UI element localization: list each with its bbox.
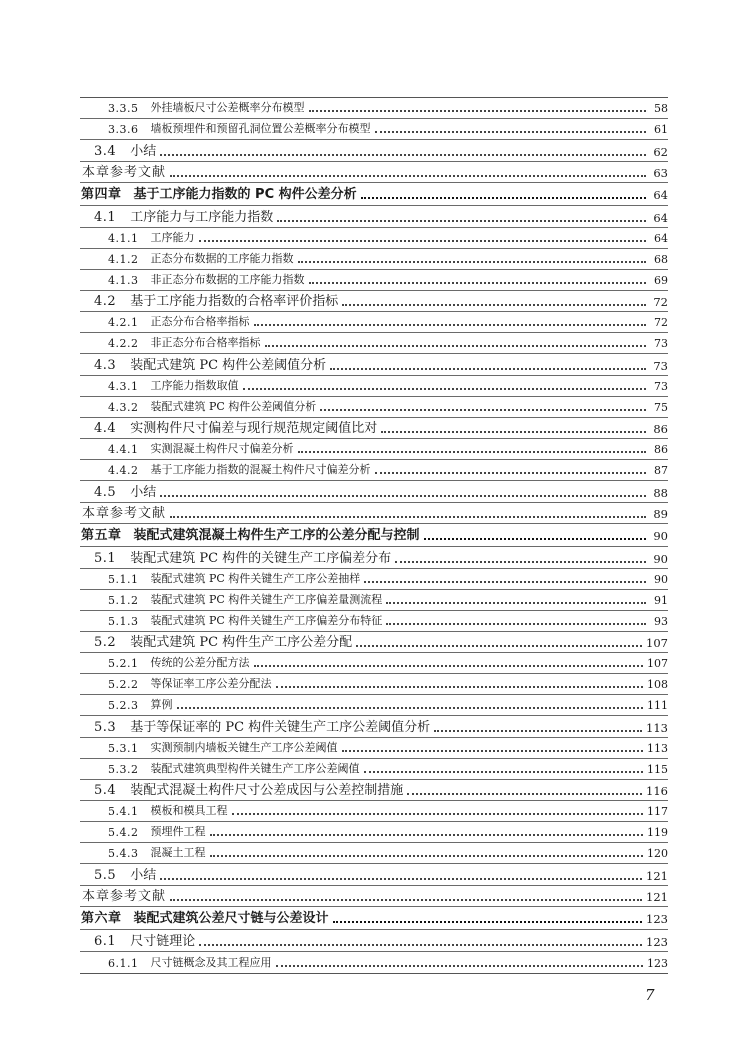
section-entry[interactable] (80, 291, 668, 313)
dot-leader (330, 368, 646, 370)
entry-page-number: 115 (647, 762, 668, 776)
entry-page-number: 107 (647, 657, 668, 670)
chapter-entry[interactable] (80, 183, 668, 206)
subsection-entry[interactable] (80, 98, 668, 119)
subsection-entry[interactable] (80, 952, 668, 973)
entry-title: 实测构件尺寸偏差与现行规范规定阈值比对 (130, 421, 378, 436)
entry-page-number: 121 (646, 890, 668, 904)
section-entry[interactable] (80, 481, 668, 503)
entry-page-number: 91 (654, 593, 668, 607)
entry-page-number: 117 (647, 805, 668, 818)
entry-number: 5.1.1 (108, 572, 139, 586)
subsection-entry[interactable] (80, 822, 668, 843)
entry-number: 3.3.5 (108, 102, 139, 115)
entry-title: 装配式建筑典型构件关键生产工序公差阈值 (150, 761, 360, 775)
entry-number: 4.1.1 (108, 231, 139, 245)
entry-number: 6.1.1 (108, 956, 139, 970)
entry-page-number: 62 (653, 144, 668, 159)
references-entry[interactable] (80, 162, 668, 184)
entry-page-number: 123 (646, 934, 668, 949)
dot-leader (364, 581, 646, 583)
entry-number: 5.2.1 (108, 657, 139, 670)
entry-page-number: 90 (653, 551, 668, 566)
section-entry[interactable] (80, 206, 668, 228)
entry-page-number: 72 (653, 295, 668, 309)
entry-title: 工序能力指数取值 (150, 378, 239, 392)
entry-number: 4.3.1 (108, 379, 139, 393)
subsection-entry[interactable] (80, 119, 668, 140)
dot-leader (395, 561, 646, 563)
chapter-entry[interactable] (80, 907, 668, 930)
table-of-contents (80, 97, 668, 974)
dot-leader (199, 240, 647, 242)
dot-leader (170, 899, 642, 901)
entry-page-number: 87 (654, 464, 668, 477)
entry-number: 5.3 (94, 719, 117, 735)
subsection-entry[interactable] (80, 460, 668, 481)
dot-leader (199, 944, 642, 946)
dot-leader (309, 110, 647, 112)
subsection-entry[interactable] (80, 312, 668, 333)
dot-leader (386, 623, 646, 625)
entry-page-number: 113 (647, 741, 668, 755)
entry-page-number: 108 (647, 678, 668, 691)
page-number: 7 (645, 986, 655, 1004)
entry-title: 尺寸链理论 (130, 933, 196, 949)
subsection-entry[interactable] (80, 695, 668, 716)
entry-number: 5.4.3 (108, 847, 139, 860)
entry-page-number: 93 (654, 614, 668, 628)
entry-title: 外挂墙板尺寸公差概率分布模型 (150, 101, 305, 114)
entry-number: 4.2.2 (108, 337, 139, 350)
entry-page-number: 89 (653, 507, 668, 521)
entry-title: 小结 (130, 484, 157, 500)
entry-page-number: 86 (654, 443, 668, 456)
entry-page-number: 73 (654, 337, 668, 350)
entry-title: 装配式建筑 PC 构件公差阈值分析 (130, 357, 327, 373)
entry-title: 正态分布数据的工序能力指数 (150, 251, 294, 265)
entry-page-number: 111 (647, 699, 668, 712)
entry-number: 第六章 (81, 911, 122, 926)
dot-leader (375, 131, 647, 133)
entry-title: 传统的公差分配方法 (150, 656, 250, 669)
subsection-entry[interactable] (80, 843, 668, 864)
section-entry[interactable] (80, 632, 668, 654)
entry-number: 4.3.2 (108, 400, 139, 414)
dot-leader (298, 451, 647, 453)
entry-title: 本章参考文献 (82, 889, 167, 904)
references-entry[interactable] (80, 886, 668, 908)
entry-title: 实测混凝土构件尺寸偏差分析 (150, 442, 294, 455)
entry-page-number: 64 (653, 210, 668, 225)
dot-leader (361, 197, 646, 199)
entry-page-number: 120 (647, 847, 668, 860)
entry-number: 第四章 (81, 187, 122, 202)
entry-title: 装配式建筑 PC 构件生产工序公差分配 (130, 635, 353, 650)
entry-number: 5.2.2 (108, 678, 139, 691)
entry-number: 4.1.2 (108, 252, 139, 266)
entry-page-number: 88 (653, 485, 668, 500)
entry-page-number: 64 (653, 188, 668, 202)
entry-title: 小结 (130, 143, 157, 159)
entry-number: 5.4.2 (108, 826, 139, 839)
entry-number: 3.4 (94, 143, 117, 159)
references-entry[interactable] (80, 503, 668, 525)
entry-title: 墙板预埋件和预留孔洞位置公差概率分布模型 (150, 122, 371, 135)
section-entry[interactable] (80, 864, 668, 886)
entry-title: 基于工序能力指数的合格率评价指标 (130, 294, 339, 309)
subsection-entry[interactable] (80, 801, 668, 822)
dot-leader (232, 813, 644, 815)
dot-leader (386, 602, 646, 604)
entry-title: 正态分布合格率指标 (150, 315, 250, 328)
entry-number: 4.4.1 (108, 443, 139, 456)
dot-leader (210, 855, 644, 857)
entry-title: 本章参考文献 (82, 506, 167, 521)
dot-leader (170, 516, 646, 518)
dot-leader (160, 495, 646, 497)
entry-page-number: 107 (646, 636, 668, 650)
section-entry[interactable] (80, 418, 668, 440)
entry-page-number: 63 (653, 166, 668, 180)
entry-title: 装配式混凝土构件尺寸公差成因与公差控制措施 (130, 783, 404, 798)
subsection-entry[interactable] (80, 228, 668, 249)
subsection-entry[interactable] (80, 759, 668, 780)
entry-number: 5.4 (94, 783, 117, 798)
subsection-entry[interactable] (80, 270, 668, 291)
entry-number: 5.3.2 (108, 762, 139, 776)
entry-page-number: 58 (654, 102, 668, 115)
entry-title: 基于工序能力指数的混凝土构件尺寸偏差分析 (150, 463, 371, 476)
section-entry[interactable] (80, 354, 668, 376)
entry-title: 装配式建筑 PC 构件关键生产工序偏差量测流程 (150, 592, 383, 606)
entry-number: 5.1.3 (108, 614, 139, 628)
dot-leader (381, 431, 646, 433)
subsection-entry[interactable] (80, 569, 668, 590)
entry-number: 5.5 (94, 867, 117, 883)
dot-leader (210, 834, 644, 836)
dot-leader (342, 750, 644, 752)
dot-leader (243, 388, 647, 390)
entry-number: 4.5 (94, 484, 117, 500)
entry-page-number: 86 (653, 422, 668, 436)
entry-page-number: 69 (654, 273, 668, 287)
entry-page-number: 123 (646, 912, 668, 926)
entry-page-number: 73 (654, 379, 668, 393)
entry-number: 3.3.6 (108, 123, 139, 136)
section-entry[interactable] (80, 140, 668, 162)
entry-title: 工序能力 (150, 230, 195, 244)
section-entry[interactable] (80, 780, 668, 802)
dot-leader (265, 345, 647, 347)
subsection-entry[interactable] (80, 397, 668, 418)
entry-title: 实测预制内墙板关键生产工序公差阈值 (150, 740, 338, 754)
entry-page-number: 64 (654, 231, 668, 245)
dot-leader (276, 686, 644, 688)
entry-title: 装配式建筑 PC 构件关键生产工序偏差分布特征 (150, 613, 383, 627)
entry-title: 基于等保证率的 PC 构件关键生产工序公差阈值分析 (130, 719, 431, 735)
entry-number: 4.4.2 (108, 464, 139, 477)
entry-number: 5.1 (94, 550, 117, 566)
subsection-entry[interactable] (80, 611, 668, 632)
dot-leader (177, 707, 644, 709)
subsection-entry[interactable] (80, 376, 668, 397)
dot-leader (276, 965, 644, 967)
dot-leader (356, 645, 642, 647)
entry-page-number: 73 (653, 358, 668, 373)
entry-title: 本章参考文献 (82, 165, 167, 180)
entry-number: 5.2.3 (108, 699, 139, 712)
dot-leader (277, 220, 646, 222)
entry-title: 装配式建筑 PC 构件公差阈值分析 (150, 399, 317, 413)
entry-page-number: 90 (653, 529, 668, 543)
entry-number: 4.4 (94, 421, 117, 436)
entry-number: 4.2.1 (108, 316, 139, 329)
entry-page-number: 72 (654, 316, 668, 329)
entry-page-number: 121 (646, 868, 668, 883)
entry-title: 非正态分布数据的工序能力指数 (150, 272, 305, 286)
entry-number: 5.1.2 (108, 593, 139, 607)
entry-title: 工序能力与工序能力指数 (130, 209, 274, 225)
subsection-entry[interactable] (80, 333, 668, 354)
entry-title: 预埋件工程 (150, 825, 206, 838)
dot-leader (160, 154, 646, 156)
entry-page-number: 113 (646, 720, 668, 735)
entry-title: 等保证率工序公差分配法 (150, 677, 272, 690)
entry-title: 装配式建筑 PC 构件关键生产工序公差抽样 (150, 571, 361, 585)
dot-leader (160, 878, 642, 880)
entry-title: 非正态分布合格率指标 (150, 336, 261, 349)
dot-leader (424, 538, 646, 540)
entry-number: 4.1.3 (108, 273, 139, 287)
chapter-entry[interactable] (80, 524, 668, 547)
dot-leader (364, 771, 644, 773)
entry-title: 混凝土工程 (150, 846, 206, 859)
dot-leader (333, 921, 643, 923)
entry-title: 装配式建筑混凝土构件生产工序的公差分配与控制 (133, 528, 420, 543)
dot-leader (170, 175, 646, 177)
entry-number: 第五章 (81, 528, 122, 543)
entry-number: 5.4.1 (108, 805, 139, 818)
entry-title: 装配式建筑 PC 构件的关键生产工序偏差分布 (130, 550, 392, 566)
dot-leader (407, 793, 642, 795)
entry-page-number: 75 (654, 400, 668, 414)
entry-page-number: 119 (647, 826, 668, 839)
dot-leader (254, 665, 644, 667)
section-entry[interactable] (80, 547, 668, 569)
entry-number: 5.2 (94, 635, 117, 650)
dot-leader (434, 730, 642, 732)
entry-page-number: 116 (646, 784, 668, 798)
subsection-entry[interactable] (80, 653, 668, 674)
entry-number: 6.1 (94, 933, 117, 949)
entry-title: 算例 (150, 698, 173, 711)
dot-leader (309, 282, 647, 284)
section-entry[interactable] (80, 716, 668, 738)
subsection-entry[interactable] (80, 590, 668, 611)
dot-leader (342, 304, 646, 306)
entry-page-number: 90 (654, 572, 668, 586)
entry-number: 4.2 (94, 294, 117, 309)
dot-leader (375, 472, 647, 474)
subsection-entry[interactable] (80, 674, 668, 695)
entry-title: 装配式建筑公差尺寸链与公差设计 (133, 911, 329, 926)
entry-number: 5.3.1 (108, 741, 139, 755)
subsection-entry[interactable] (80, 249, 668, 270)
entry-page-number: 68 (654, 252, 668, 266)
dot-leader (254, 324, 647, 326)
dot-leader (298, 261, 647, 263)
entry-title: 小结 (130, 867, 157, 883)
section-entry[interactable] (80, 930, 668, 952)
entry-page-number: 61 (654, 123, 668, 136)
dot-leader (320, 409, 646, 411)
subsection-entry[interactable] (80, 738, 668, 759)
entry-title: 基于工序能力指数的 PC 构件公差分析 (133, 187, 357, 202)
entry-page-number: 123 (647, 956, 668, 970)
entry-title: 尺寸链概念及其工程应用 (150, 955, 272, 969)
entry-number: 4.3 (94, 357, 117, 373)
subsection-entry[interactable] (80, 439, 668, 460)
entry-title: 模板和模具工程 (150, 804, 228, 817)
entry-number: 4.1 (94, 209, 117, 225)
